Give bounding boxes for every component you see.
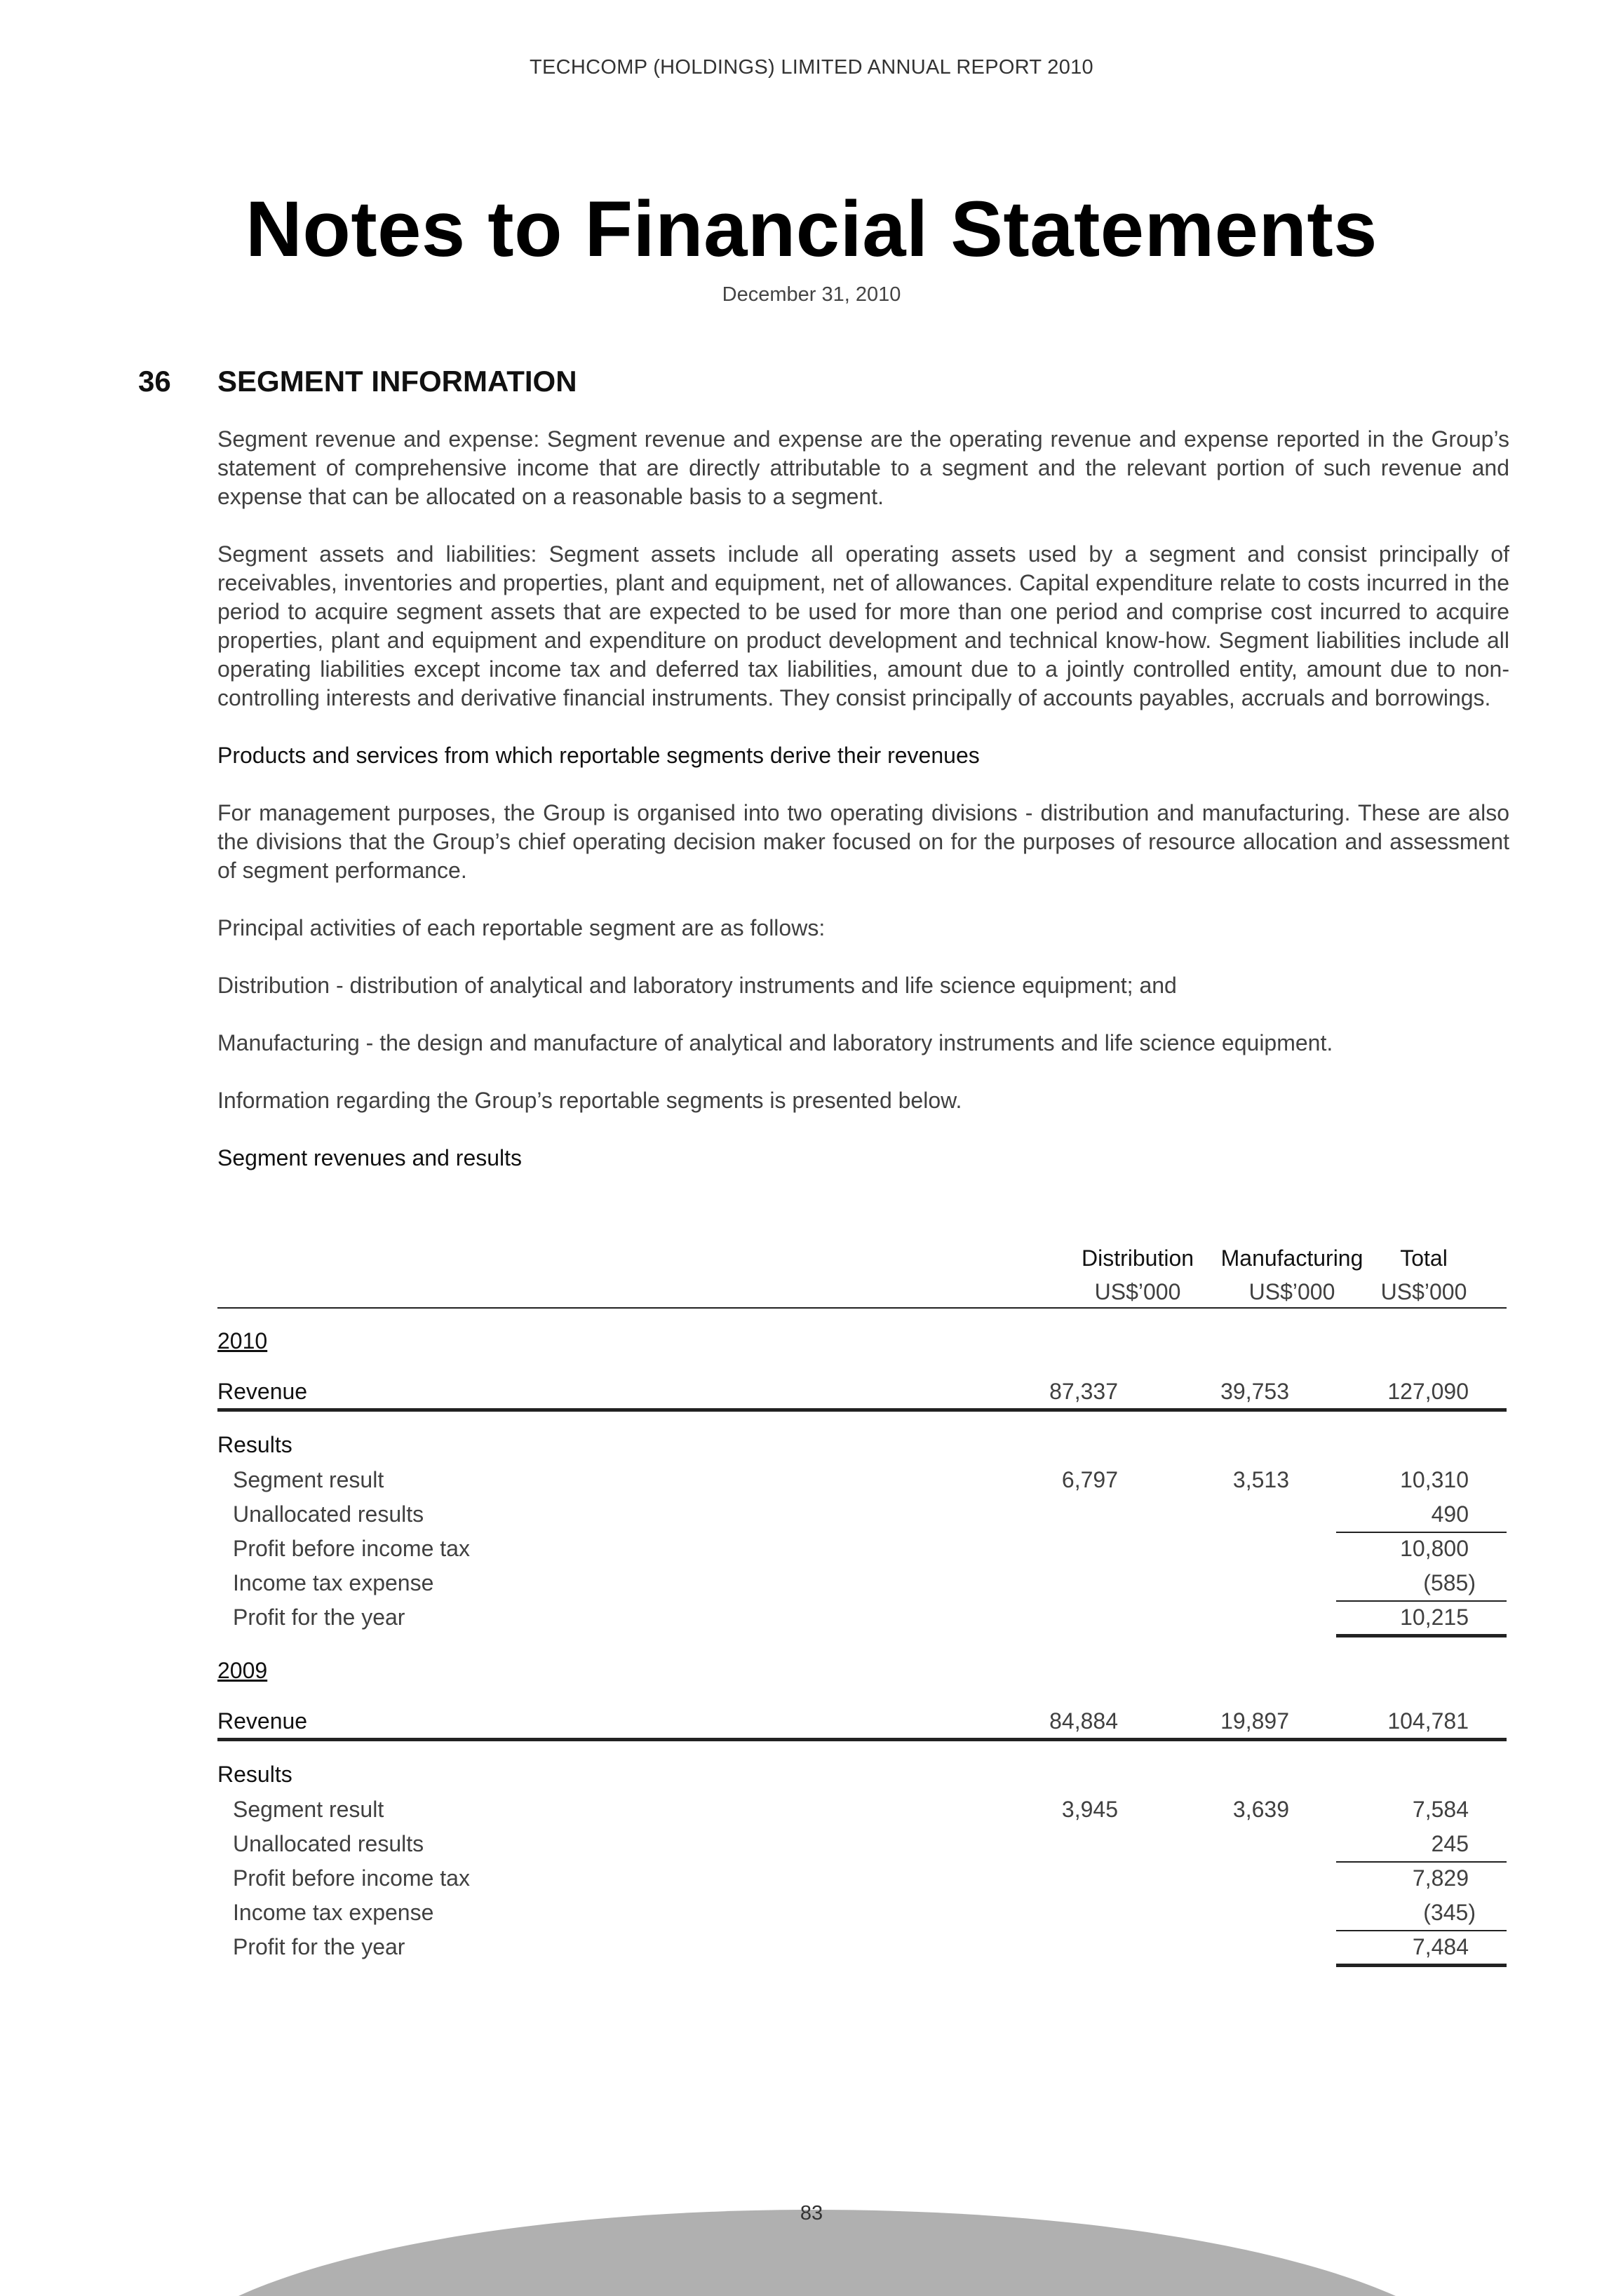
revenue-rule-2010 bbox=[217, 1408, 1507, 1412]
tax-label: Income tax expense bbox=[233, 1570, 434, 1595]
row-tax-2010 bbox=[217, 1570, 1508, 1598]
row-unallocated-2010 bbox=[217, 1501, 1508, 1529]
paragraph-information: Information regarding the Group’s reportable segments is presented below. bbox=[217, 1088, 962, 1113]
paragraph-segment-revenue: Segment revenue and expense: Segment revenue and expense are the operating revenue and expense reported in the Group’s statement of comprehensive income that are directly attributable to a segment and the relevant portion of such revenue and expense that can be allocated on a reasonable basis to a segment. bbox=[217, 426, 1509, 509]
pbt-label: Profit before income tax bbox=[233, 1865, 470, 1891]
profit-label: Profit for the year bbox=[233, 1605, 405, 1630]
row-results-2009 bbox=[217, 1762, 1508, 1790]
page-number: 83 bbox=[800, 2202, 823, 2224]
paragraph-principal-activities: Principal activities of each reportable segment are as follows: bbox=[217, 915, 826, 940]
col-unit-distribution: US$’000 bbox=[1094, 1279, 1181, 1304]
pbt-label: Profit before income tax bbox=[233, 1536, 470, 1561]
profit-label: Profit for the year bbox=[233, 1934, 405, 1959]
revenue-manufacturing: 39,753 bbox=[1220, 1379, 1289, 1404]
pbt-total: 7,829 bbox=[1412, 1865, 1469, 1891]
revenue-rule-2009 bbox=[217, 1738, 1507, 1741]
segment-result-distribution: 3,945 bbox=[1061, 1797, 1118, 1822]
tax-total: (345) bbox=[1423, 1900, 1476, 1925]
revenue-label: Revenue bbox=[217, 1379, 308, 1404]
running-header: TECHCOMP (HOLDINGS) LIMITED ANNUAL REPORT 2010 bbox=[530, 56, 1093, 79]
section-title: SEGMENT INFORMATION bbox=[217, 365, 577, 398]
unallocated-label: Unallocated results bbox=[233, 1501, 424, 1527]
revenue-manufacturing: 19,897 bbox=[1220, 1708, 1289, 1734]
results-label: Results bbox=[217, 1432, 292, 1457]
profit-rule-2010 bbox=[1336, 1634, 1507, 1637]
tax-label: Income tax expense bbox=[233, 1900, 434, 1925]
segment-result-manufacturing: 3,639 bbox=[1232, 1797, 1289, 1822]
row-results-2010 bbox=[217, 1432, 1508, 1460]
row-profit-2010 bbox=[217, 1605, 1508, 1633]
col-header-distribution: Distribution bbox=[1081, 1245, 1194, 1271]
row-year-2010 bbox=[217, 1328, 1508, 1356]
row-revenue-2009 bbox=[217, 1708, 1508, 1736]
section-number: 36 bbox=[138, 365, 171, 398]
row-unallocated-2009 bbox=[217, 1831, 1508, 1859]
subtotal-rule-2010 bbox=[1336, 1532, 1507, 1533]
paragraph-segment-assets: Segment assets and liabilities: Segment assets include all operating assets used by a segment and consist principally of receivables, inventories and properties, plant and equipment, net of allowances. Capital expenditure relate to costs incurred in the period to acquire segment assets that are expected to be used for more than one period and comprise cost incurred to acquire properties, plant and equipment and expenditure on product development and technical know-how. Segment liabilities include all operating liabilities except income tax and deferred tax liabilities, amount due to a jointly controlled entity, amount due to non-controlling interests and derivative financial instruments. They consist principally of accounts payables, accruals and borrowings. bbox=[217, 541, 1509, 710]
revenue-total: 104,781 bbox=[1387, 1708, 1469, 1734]
page-title: Notes to Financial Statements bbox=[245, 185, 1378, 273]
segment-result-distribution: 6,797 bbox=[1061, 1467, 1118, 1492]
tax-rule-2010 bbox=[1336, 1600, 1507, 1602]
col-unit-total: US$’000 bbox=[1380, 1279, 1467, 1304]
row-segment-result-2009 bbox=[217, 1797, 1508, 1825]
row-profit-2009 bbox=[217, 1934, 1508, 1962]
subheading-segment-revenues: Segment revenues and results bbox=[217, 1145, 523, 1170]
paragraph-manufacturing: Manufacturing - the design and manufacture of analytical and laboratory instruments and life science equipment. bbox=[217, 1030, 1333, 1055]
header-rule bbox=[217, 1307, 1507, 1309]
subtotal-rule-2009 bbox=[1336, 1861, 1507, 1863]
segment-result-total: 7,584 bbox=[1412, 1797, 1469, 1822]
tax-rule-2009 bbox=[1336, 1930, 1507, 1931]
pbt-total: 10,800 bbox=[1400, 1536, 1469, 1561]
results-label: Results bbox=[217, 1762, 292, 1787]
row-segment-result-2010 bbox=[217, 1467, 1508, 1495]
profit-total: 7,484 bbox=[1412, 1934, 1469, 1959]
page-date: December 31, 2010 bbox=[722, 283, 901, 306]
subheading-products-services: Products and services from which reportable segments derive their revenues bbox=[217, 743, 980, 768]
row-tax-2009 bbox=[217, 1900, 1508, 1928]
revenue-label: Revenue bbox=[217, 1708, 308, 1734]
segment-result-manufacturing: 3,513 bbox=[1232, 1467, 1289, 1492]
year-label: 2009 bbox=[217, 1658, 268, 1683]
year-label: 2010 bbox=[217, 1328, 268, 1353]
profit-rule-2009 bbox=[1336, 1964, 1507, 1967]
row-pbt-2010 bbox=[217, 1536, 1508, 1564]
row-pbt-2009 bbox=[217, 1865, 1508, 1893]
segment-result-label: Segment result bbox=[233, 1797, 384, 1822]
revenue-total: 127,090 bbox=[1387, 1379, 1469, 1404]
paragraph-management-purposes: For management purposes, the Group is organised into two operating divisions - distribution and manufacturing. These are also the divisions that the Group’s chief operating decision maker focused on for the purposes of resource allocation and assessment of segment performance. bbox=[217, 800, 1509, 883]
col-header-manufacturing: Manufacturing bbox=[1220, 1245, 1363, 1271]
revenue-distribution: 84,884 bbox=[1049, 1708, 1118, 1734]
segment-result-label: Segment result bbox=[233, 1467, 384, 1492]
profit-total: 10,215 bbox=[1400, 1605, 1469, 1630]
tax-total: (585) bbox=[1423, 1570, 1476, 1595]
row-revenue-2010 bbox=[217, 1379, 1508, 1407]
col-unit-manufacturing: US$’000 bbox=[1248, 1279, 1335, 1304]
paragraph-distribution: Distribution - distribution of analytical and laboratory instruments and life science equipment; and bbox=[217, 973, 1177, 998]
body-text bbox=[217, 425, 1509, 1201]
unallocated-total: 490 bbox=[1431, 1501, 1469, 1527]
unallocated-total: 245 bbox=[1431, 1831, 1469, 1856]
row-year-2009 bbox=[217, 1658, 1508, 1686]
unallocated-label: Unallocated results bbox=[233, 1831, 424, 1856]
col-header-total: Total bbox=[1400, 1245, 1448, 1271]
revenue-distribution: 87,337 bbox=[1049, 1379, 1118, 1404]
segment-result-total: 10,310 bbox=[1400, 1467, 1469, 1492]
